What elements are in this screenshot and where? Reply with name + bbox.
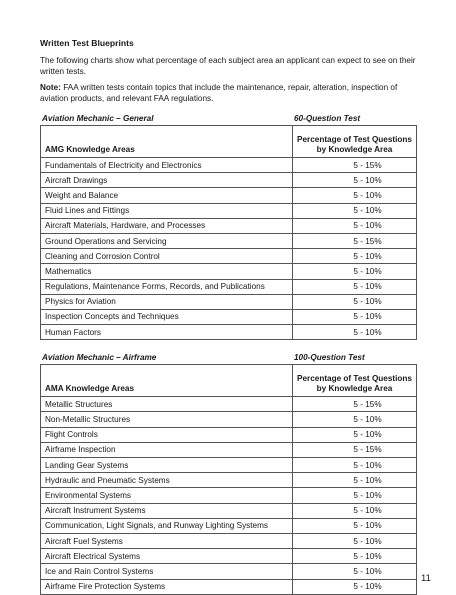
table-row (41, 158, 417, 173)
airframe-section (40, 352, 417, 594)
percentage-cell: 5 - 15% (293, 233, 417, 248)
table-row (41, 264, 417, 279)
general-table (40, 125, 417, 340)
percentage-cell: 5 - 15% (293, 442, 417, 457)
knowledge-area-cell: Non-Metallic Structures (41, 412, 293, 427)
percentage-cell: 5 - 15% (293, 158, 417, 173)
percentage-cell: 5 - 15% (293, 397, 417, 412)
knowledge-area-cell: Ice and Rain Control Systems (41, 564, 293, 579)
percentage-cell: 5 - 10% (293, 249, 417, 264)
general-heading: Aviation Mechanic – General (42, 114, 154, 123)
percentage-cell: 5 - 10% (293, 488, 417, 503)
knowledge-area-cell: Cleaning and Corrosion Control (41, 249, 293, 264)
knowledge-area-cell: Metallic Structures (41, 397, 293, 412)
percentage-cell: 5 - 10% (293, 264, 417, 279)
knowledge-area-cell: Communication, Light Signals, and Runway Lighting Systems (41, 518, 293, 533)
knowledge-area-cell: Flight Controls (41, 427, 293, 442)
percentage-cell: 5 - 10% (293, 325, 417, 340)
knowledge-area-cell: Physics for Aviation (41, 294, 293, 309)
knowledge-area-cell: Ground Operations and Servicing (41, 233, 293, 248)
table-row (41, 503, 417, 518)
table-row (41, 279, 417, 294)
table-header-row (41, 365, 417, 397)
table-row (41, 579, 417, 594)
percentage-cell: 5 - 10% (293, 309, 417, 324)
table-row (41, 188, 417, 203)
knowledge-area-cell: Weight and Balance (41, 188, 293, 203)
knowledge-area-cell: Aircraft Electrical Systems (41, 549, 293, 564)
knowledge-area-cell: Regulations, Maintenance Forms, Records, and Publications (41, 279, 293, 294)
knowledge-area-cell: Landing Gear Systems (41, 458, 293, 473)
table-row (41, 458, 417, 473)
table-row (41, 533, 417, 548)
table-row (41, 564, 417, 579)
airframe-table-body (41, 397, 417, 594)
table-row (41, 218, 417, 233)
knowledge-area-cell: Inspection Concepts and Techniques (41, 309, 293, 324)
airframe-table (40, 364, 417, 594)
percentage-cell: 5 - 10% (293, 294, 417, 309)
knowledge-area-cell: Hydraulic and Pneumatic Systems (41, 473, 293, 488)
airframe-heading: Aviation Mechanic – Airframe (42, 353, 157, 363)
general-section (40, 113, 417, 340)
table-row (41, 412, 417, 427)
knowledge-area-cell: Aircraft Instrument Systems (41, 503, 293, 518)
knowledge-area-cell: Airframe Fire Protection Systems (41, 579, 293, 594)
airframe-section-header (40, 352, 417, 364)
percentage-cell: 5 - 10% (293, 533, 417, 548)
percentage-cell: 5 - 10% (293, 412, 417, 427)
general-test-label: 60-Question Test (294, 114, 361, 123)
knowledge-area-cell: Human Factors (41, 325, 293, 340)
column-header-percentage: Percentage of Test Questions by Knowledge Area (293, 365, 417, 397)
percentage-cell: 5 - 10% (293, 458, 417, 473)
percentage-cell: 5 - 10% (293, 549, 417, 564)
knowledge-area-cell: Environmental Systems (41, 488, 293, 503)
note-text: FAA written tests contain topics that include the maintenance, repair, alteration, inspection of aviation products, and relevant FAA regulations. (40, 83, 398, 103)
column-header-areas: AMA Knowledge Areas (41, 365, 293, 397)
airframe-test-label: 100-Question Test (294, 353, 365, 363)
percentage-cell: 5 - 10% (293, 427, 417, 442)
knowledge-area-cell: Airframe Inspection (41, 442, 293, 457)
knowledge-area-cell: Fundamentals of Electricity and Electronics (41, 158, 293, 173)
table-header-row (41, 126, 417, 158)
table-row (41, 294, 417, 309)
percentage-cell: 5 - 10% (293, 279, 417, 294)
page-number: 11 (421, 573, 431, 584)
column-header-percentage: Percentage of Test Questions by Knowledge Area (293, 126, 417, 158)
intro-paragraph: The following charts show what percentage of each subject area an applicant can expect to see on their written tests. (40, 56, 416, 76)
table-row (41, 549, 417, 564)
table-row (41, 173, 417, 188)
table-row (41, 473, 417, 488)
table-row (41, 397, 417, 412)
percentage-cell: 5 - 10% (293, 579, 417, 594)
percentage-cell: 5 - 10% (293, 564, 417, 579)
percentage-cell: 5 - 10% (293, 203, 417, 218)
table-row (41, 442, 417, 457)
note-paragraph (40, 82, 417, 104)
general-table-body (41, 158, 417, 340)
general-section-header (40, 113, 417, 125)
table-row (41, 203, 417, 218)
table-row (41, 427, 417, 442)
table-row (41, 309, 417, 324)
table-row (41, 249, 417, 264)
document-page (40, 38, 417, 595)
knowledge-area-cell: Aircraft Fuel Systems (41, 533, 293, 548)
percentage-cell: 5 - 10% (293, 173, 417, 188)
table-row (41, 233, 417, 248)
column-header-areas: AMG Knowledge Areas (41, 126, 293, 158)
percentage-cell: 5 - 10% (293, 503, 417, 518)
table-row (41, 325, 417, 340)
table-row (41, 518, 417, 533)
note-label: Note: (40, 83, 61, 92)
percentage-cell: 5 - 10% (293, 218, 417, 233)
percentage-cell: 5 - 10% (293, 188, 417, 203)
knowledge-area-cell: Aircraft Drawings (41, 173, 293, 188)
knowledge-area-cell: Aircraft Materials, Hardware, and Processes (41, 218, 293, 233)
knowledge-area-cell: Mathematics (41, 264, 293, 279)
page-title: Written Test Blueprints (40, 38, 134, 48)
table-row (41, 488, 417, 503)
percentage-cell: 5 - 10% (293, 473, 417, 488)
percentage-cell: 5 - 10% (293, 518, 417, 533)
knowledge-area-cell: Fluid Lines and Fittings (41, 203, 293, 218)
